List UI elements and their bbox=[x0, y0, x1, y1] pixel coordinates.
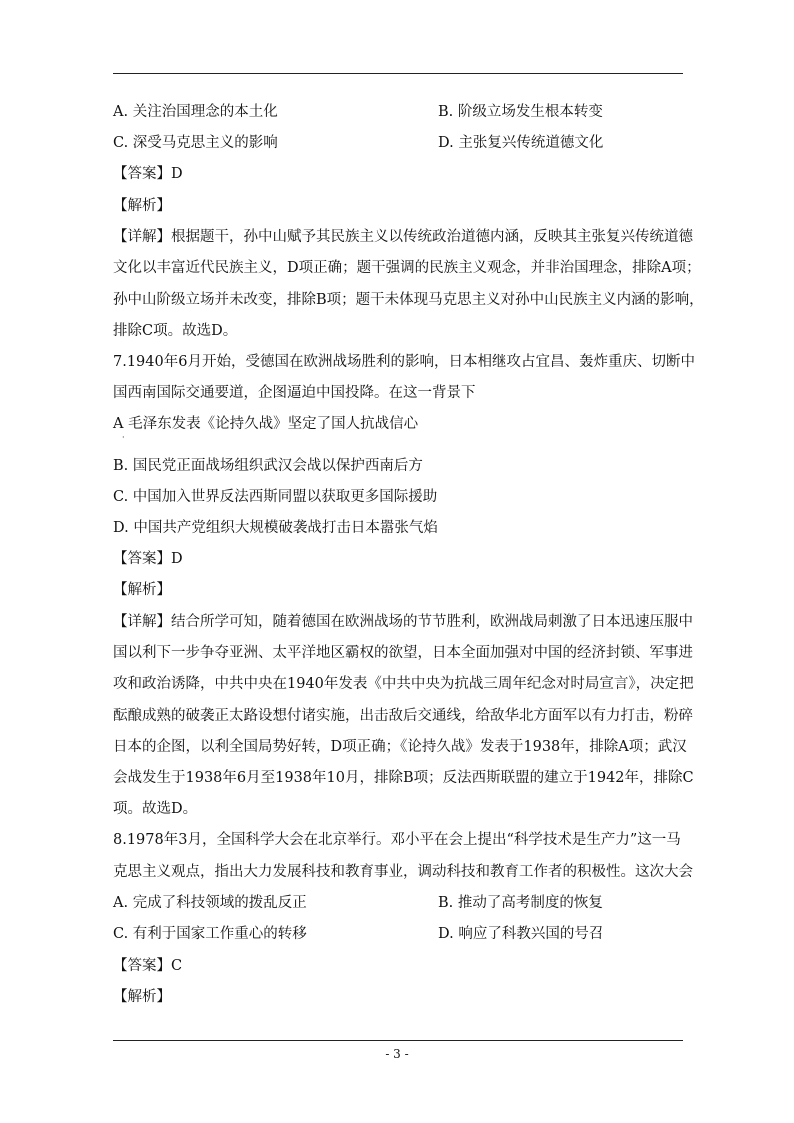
q8-stem-line: 克思主义观点，指出大力发展科技和教育事业，调动科技和教育工作者的积极性。这次大会 bbox=[113, 864, 693, 880]
q7-option-a-dot: · bbox=[122, 433, 125, 442]
q8-option-b: B. 推动了高考制度的恢复 bbox=[438, 895, 603, 911]
q7-detail-line: 日本的企图，以利全国局势好转，D项正确；《论持久战》发表于1938年，排除A项；武汉 bbox=[113, 739, 687, 755]
q6-detail-line: 文化以丰富近代民族主义，D项正确；题干强调的民族主义观念，并非治国理念，排除A项； bbox=[113, 260, 701, 276]
q7-option-d: D. 中国共产党组织大规模破袭战打击日本嚣张气焰 bbox=[113, 520, 438, 536]
q7-detail-line: 国以利下一步争夺亚洲、太平洋地区霸权的欲望，日本全面加强对中国的经济封锁、军事进 bbox=[113, 645, 693, 661]
q6-analysis-label: 【解析】 bbox=[113, 198, 171, 214]
q6-option-c: C. 深受马克思主义的影响 bbox=[113, 135, 278, 151]
q7-option-a: A 毛泽东发表《论持久战》坚定了国人抗战信心 bbox=[113, 416, 419, 432]
q8-option-a: A. 完成了科技领域的拨乱反正 bbox=[113, 895, 307, 911]
q8-option-d: D. 响应了科教兴国的号召 bbox=[438, 926, 604, 942]
header-rule bbox=[113, 73, 683, 74]
q7-stem-line: 国西南国际交通要道，企图逼迫中国投降。在这一背景下 bbox=[113, 385, 476, 401]
q6-option-a: A. 关注治国理念的本土化 bbox=[113, 104, 278, 120]
q6-option-b: B. 阶级立场发生根本转变 bbox=[438, 104, 603, 120]
q6-detail-line: 排除C项。故选D。 bbox=[113, 323, 238, 339]
q7-option-c: C. 中国加入世界反法西斯同盟以获取更多国际援助 bbox=[113, 489, 438, 505]
q8-answer: 【答案】C bbox=[113, 958, 183, 974]
q6-option-d: D. 主张复兴传统道德文化 bbox=[438, 135, 604, 151]
q7-detail-line: 酝酿成熟的破袭正太路设想付诸实施，出击敌后交通线，给敌华北方面军以有力打击，粉碎 bbox=[113, 708, 693, 724]
q7-detail-line: 项。故选D。 bbox=[113, 801, 198, 817]
q7-detail-line: 会战发生于1938年6月至1938年10月，排除B项；反法西斯联盟的建立于1942年，排除C bbox=[113, 770, 694, 786]
q8-stem-line: 8.1978年3月，全国科学大会在北京举行。邓小平在会上提出“科学技术是生产力”这一马 bbox=[113, 832, 681, 848]
q7-option-b: B. 国民党正面战场组织武汉会战以保护西南后方 bbox=[113, 458, 423, 474]
footer-rule bbox=[113, 1040, 683, 1041]
q6-answer: 【答案】D bbox=[113, 166, 183, 182]
q7-analysis-label: 【解析】 bbox=[113, 582, 171, 598]
q7-stem-line: 7.1940年6月开始，受德国在欧洲战场胜利的影响，日本相继攻占宜昌、轰炸重庆、切断中 bbox=[113, 354, 695, 370]
q6-detail-line: 【详解】根据题干，孙中山赋予其民族主义以传统政治道德内涵，反映其主张复兴传统道德 bbox=[113, 229, 693, 245]
q7-detail-line: 攻和政治诱降，中共中央在1940年发表《中共中央为抗战三周年纪念对时局宣言》，决定把 bbox=[113, 676, 694, 692]
q8-option-c: C. 有利于国家工作重心的转移 bbox=[113, 926, 307, 942]
q8-analysis-label: 【解析】 bbox=[113, 989, 171, 1005]
page-number: - 3 - bbox=[385, 1047, 409, 1061]
q6-detail-line: 孙中山阶级立场并未改变，排除B项；题干未体现马克思主义对孙中山民族主义内涵的影响， bbox=[113, 292, 704, 308]
q7-answer: 【答案】D bbox=[113, 551, 183, 567]
q7-detail-line: 【详解】结合所学可知，随着德国在欧洲战场的节节胜利，欧洲战局刺激了日本迅速压服中 bbox=[113, 614, 693, 630]
